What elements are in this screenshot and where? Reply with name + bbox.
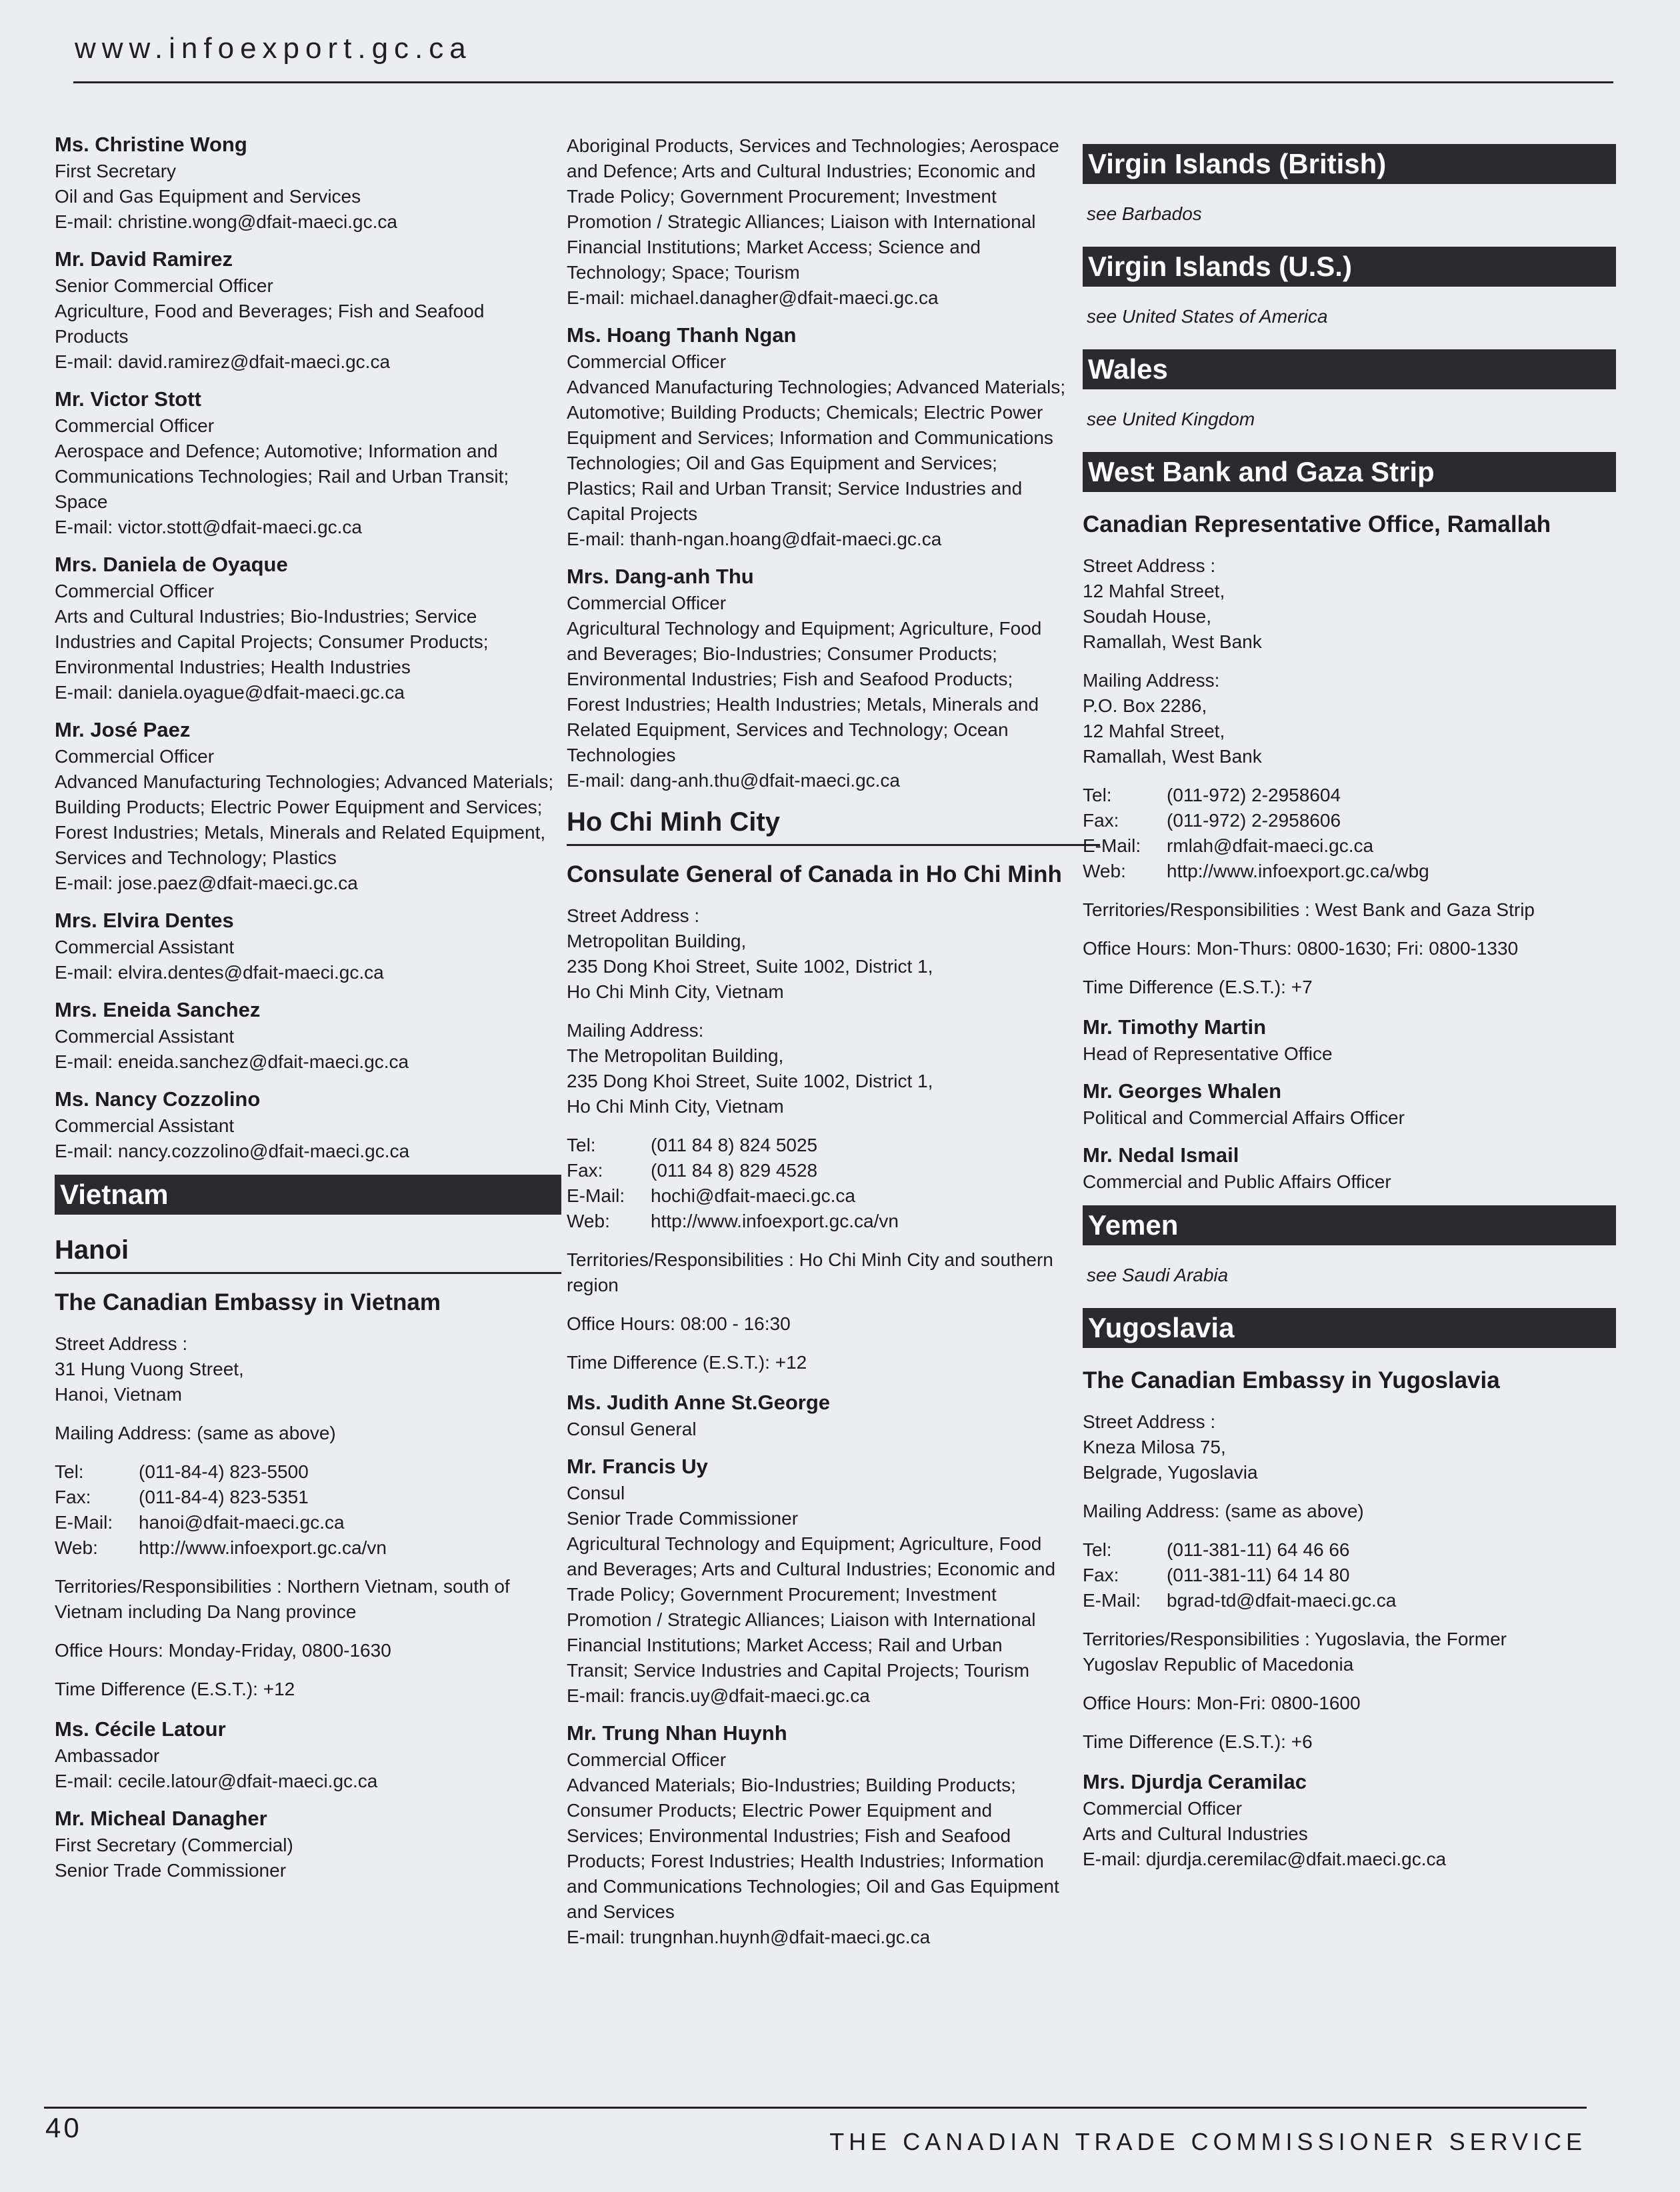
- country-heading-yemen: Yemen: [1083, 1205, 1616, 1245]
- office-hours: Office Hours: Monday-Friday, 0800-1630: [55, 1640, 391, 1661]
- person-name: Mr. Trung Nhan Huynh: [567, 1721, 787, 1745]
- contact-row: [1083, 1588, 1616, 1613]
- contact-value: (011-972) 2-2958604: [1167, 785, 1341, 805]
- person-name: Mr. José Paez: [55, 718, 191, 741]
- contact-label: Web:: [55, 1537, 98, 1558]
- footer-rule: [44, 2107, 1587, 2109]
- time-difference: Time Difference (E.S.T.): +7: [1083, 977, 1313, 997]
- person-detail: and Beverages; Bio-Industries; Consumer Products;: [567, 643, 997, 664]
- person-entry: [55, 245, 561, 375]
- contact-details: [1083, 783, 1616, 884]
- person-name: Ms. Cécile Latour: [55, 1717, 226, 1741]
- contact-label: Tel:: [567, 1135, 596, 1155]
- person-entry: [55, 385, 561, 540]
- person-name: Mr. Victor Stott: [55, 387, 201, 411]
- cross-reference: see Saudi Arabia: [1087, 1265, 1229, 1285]
- time-difference: Time Difference (E.S.T.): +12: [55, 1679, 295, 1699]
- person-detail: E-mail: david.ramirez@dfait-maeci.gc.ca: [55, 351, 391, 372]
- person-detail: Automotive; Building Products; Chemicals; Electric Power: [567, 402, 1043, 423]
- contact-details: [1083, 1537, 1616, 1613]
- person-name: Mrs. Dang-anh Thu: [567, 565, 754, 588]
- person-detail: Agriculture, Food and Beverages; Fish and Seafood: [55, 301, 485, 321]
- person-detail: Consul General: [567, 1419, 697, 1439]
- person-name: Mr. Nedal Ismail: [1083, 1143, 1239, 1167]
- person-detail: Arts and Cultural Industries: [1083, 1823, 1308, 1844]
- person-detail: E-mail: daniela.oyague@dfait-maeci.gc.ca: [55, 682, 405, 703]
- contact-row: [1083, 783, 1616, 808]
- person-detail: E-mail: trungnhan.huynh@dfait-maeci.gc.ca: [567, 1927, 931, 1947]
- contact-row: [55, 1535, 561, 1561]
- contact-row: [55, 1485, 561, 1510]
- column-3: [1083, 140, 1616, 1883]
- site-url: www.infoexport.gc.ca: [75, 32, 472, 65]
- city-heading-hanoi: Hanoi: [55, 1232, 561, 1274]
- person-detail: Political and Commercial Affairs Officer: [1083, 1107, 1405, 1128]
- contact-value: (011-381-11) 64 14 80: [1167, 1565, 1350, 1585]
- mailing-address: Mailing Address: The Metropolitan Building, 235 Dong Khoi Street, Suite 1002, District 1, Ho Chi Minh City, Vietnam: [567, 1020, 933, 1117]
- contact-value: hochi@dfait-maeci.gc.ca: [651, 1185, 856, 1206]
- person-detail: Technology; Space; Tourism: [567, 262, 800, 283]
- person-name: Mrs. Daniela de Oyaque: [55, 553, 288, 576]
- person-detail: Industries and Capital Projects; Consumer Products;: [55, 631, 489, 652]
- person-detail: and Beverages; Arts and Cultural Industries; Economic and: [567, 1559, 1056, 1579]
- contact-details: [55, 1459, 561, 1561]
- contact-label: Tel:: [55, 1461, 84, 1482]
- person-entry: [55, 551, 561, 705]
- person-detail: Promotion / Strategic Alliances; Liaison with International: [567, 211, 1036, 232]
- person-detail: Equipment and Services; Information and Communications: [567, 427, 1053, 448]
- contact-label: Fax:: [567, 1160, 603, 1181]
- person-detail: Commercial Assistant: [55, 937, 235, 957]
- person-detail: Commercial Officer: [55, 415, 215, 436]
- person-entry: [55, 716, 561, 896]
- person-detail: Services; Environmental Industries; Fish and Seafood: [567, 1825, 1011, 1846]
- contact-list: [55, 131, 561, 1164]
- person-entry: [1083, 1077, 1616, 1131]
- office-name: Consulate General of Canada in Ho Chi Minh: [567, 861, 1062, 887]
- contact-value: http://www.infoexport.gc.ca/vn: [139, 1537, 387, 1558]
- contact-row: [1083, 1563, 1616, 1588]
- contact-label: E-Mail:: [55, 1512, 113, 1533]
- person-detail: and Services: [567, 1901, 675, 1922]
- person-name: Ms. Judith Anne St.George: [567, 1391, 830, 1414]
- contact-value: http://www.infoexport.gc.ca/wbg: [1167, 861, 1429, 881]
- person-entry: [567, 1453, 1100, 1709]
- page-number: 40: [45, 2112, 82, 2143]
- person-detail: Commercial Officer: [55, 581, 215, 601]
- person-detail: Financial Institutions; Market Access; Rail and Urban: [567, 1635, 1003, 1655]
- office-name: The Canadian Embassy in Vietnam: [55, 1289, 441, 1315]
- person-detail: Ambassador: [55, 1745, 160, 1766]
- contact-row: [567, 1209, 1100, 1234]
- person-detail: Agricultural Technology and Equipment; Agriculture, Food: [567, 1533, 1042, 1554]
- contact-details: [567, 1133, 1100, 1234]
- contact-label: Fax:: [55, 1487, 91, 1507]
- person-detail: E-mail: dang-anh.thu@dfait-maeci.gc.ca: [567, 770, 900, 791]
- staff-list: [567, 1389, 1100, 1950]
- street-address: Street Address : Kneza Milosa 75, Belgrade, Yugoslavia: [1083, 1411, 1258, 1483]
- person-detail: Aboriginal Products, Services and Technologies; Aerospace: [567, 135, 1059, 156]
- contact-row: [567, 1133, 1100, 1158]
- person-detail: Commercial Officer: [567, 593, 727, 613]
- person-entry: [567, 321, 1100, 552]
- person-detail: Trade Policy; Government Procurement; Investment: [567, 1584, 997, 1605]
- person-detail: Senior Trade Commissioner: [55, 1860, 287, 1881]
- staff-list: [55, 1715, 561, 1883]
- country-heading-yugoslavia: Yugoslavia: [1083, 1308, 1616, 1348]
- person-name: Mrs. Elvira Dentes: [55, 909, 234, 932]
- contact-value: (011-972) 2-2958606: [1167, 810, 1341, 831]
- cross-reference: see Barbados: [1087, 203, 1202, 224]
- contact-label: E-Mail:: [1083, 1590, 1141, 1611]
- person-detail: Products; Forest Industries; Health Industries; Information: [567, 1851, 1044, 1871]
- contact-row: [1083, 859, 1616, 884]
- person-detail: Commercial Assistant: [55, 1115, 235, 1136]
- office-hours: Office Hours: Mon-Thurs: 0800-1630; Fri: 0800-1330: [1083, 938, 1519, 959]
- contact-value: (011 84 8) 824 5025: [651, 1135, 818, 1155]
- person-detail: E-mail: cecile.latour@dfait-maeci.gc.ca: [55, 1771, 378, 1791]
- contact-value: hanoi@dfait-maeci.gc.ca: [139, 1512, 345, 1533]
- contact-label: Fax:: [1083, 1565, 1119, 1585]
- person-detail: Arts and Cultural Industries; Bio-Industries; Service: [55, 606, 477, 627]
- person-detail: Communications Technologies; Rail and Urban Transit;: [55, 466, 509, 487]
- territories: Territories/Responsibilities : West Bank and Gaza Strip: [1083, 899, 1535, 920]
- contact-row: [55, 1510, 561, 1535]
- territories: Territories/Responsibilities : Northern Vietnam, south of Vietnam including Da Nang province: [55, 1576, 510, 1622]
- person-detail: E-mail: eneida.sanchez@dfait-maeci.gc.ca: [55, 1051, 409, 1072]
- person-name: Mr. Timothy Martin: [1083, 1015, 1267, 1039]
- person-entry: [1083, 1013, 1616, 1067]
- contact-label: Tel:: [1083, 1539, 1112, 1560]
- person-detail: E-mail: michael.danagher@dfait-maeci.gc.ca: [567, 287, 939, 308]
- contact-label: Fax:: [1083, 810, 1119, 831]
- mailing-address: Mailing Address: (same as above): [55, 1423, 336, 1443]
- column-1: [55, 131, 561, 1894]
- person-detail: E-mail: jose.paez@dfait-maeci.gc.ca: [55, 873, 358, 893]
- contact-value: (011-381-11) 64 46 66: [1167, 1539, 1350, 1560]
- person-entry: [55, 1805, 561, 1883]
- staff-list: [1083, 1013, 1616, 1195]
- person-name: Mr. Georges Whalen: [1083, 1079, 1282, 1103]
- contact-row: [1083, 1537, 1616, 1563]
- publication-title: THE CANADIAN TRADE COMMISSIONER SERVICE: [829, 2128, 1587, 2155]
- person-detail: Plastics; Rail and Urban Transit; Service Industries and: [567, 478, 1023, 499]
- person-name: Mr. David Ramirez: [55, 247, 233, 271]
- person-name: Mr. Micheal Danagher: [55, 1807, 267, 1830]
- person-detail: Agricultural Technology and Equipment; Agriculture, Food: [567, 618, 1042, 639]
- person-detail: Products: [55, 326, 129, 347]
- person-detail: Services and Technology; Plastics: [55, 847, 337, 868]
- contact-row: [567, 1183, 1100, 1209]
- person-detail: Capital Projects: [567, 503, 698, 524]
- street-address: Street Address : Metropolitan Building, 235 Dong Khoi Street, Suite 1002, District 1, Ho Chi Minh City, Vietnam: [567, 905, 933, 1002]
- person-detail: Forest Industries; Metals, Minerals and Related Equipment,: [55, 822, 546, 843]
- staff-list: [1083, 1768, 1616, 1872]
- country-heading-wales: Wales: [1083, 349, 1616, 389]
- person-detail: Aerospace and Defence; Automotive; Information and: [55, 441, 498, 461]
- office-name: The Canadian Embassy in Yugoslavia: [1083, 1367, 1500, 1393]
- person-detail: Commercial Assistant: [55, 1026, 235, 1047]
- contact-label: Tel:: [1083, 785, 1112, 805]
- contact-row: [1083, 833, 1616, 859]
- person-detail: and Defence; Arts and Cultural Industries; Economic and: [567, 161, 1036, 181]
- person-detail: Related Equipment, Services and Technology; Ocean: [567, 719, 1009, 740]
- person-entry: [567, 563, 1100, 793]
- contact-value: (011-84-4) 823-5351: [139, 1487, 309, 1507]
- person-entry: [1083, 1141, 1616, 1195]
- person-name: Ms. Nancy Cozzolino: [55, 1087, 261, 1111]
- contact-value: http://www.infoexport.gc.ca/vn: [651, 1211, 899, 1231]
- staff-list: [567, 321, 1100, 793]
- country-heading-virgin-islands-us: Virgin Islands (U.S.): [1083, 247, 1616, 287]
- person-detail: Forest Industries; Health Industries; Metals, Minerals and: [567, 694, 1039, 715]
- person-detail: Commercial Officer: [567, 1749, 727, 1770]
- person-detail: Environmental Industries; Fish and Seafood Products;: [567, 669, 1013, 689]
- person-entry: [55, 996, 561, 1075]
- country-heading-vietnam: Vietnam: [55, 1175, 561, 1215]
- column-2: [567, 133, 1100, 1961]
- mailing-address: Mailing Address: (same as above): [1083, 1501, 1364, 1521]
- person-entry: [567, 1389, 1100, 1442]
- person-detail: Senior Trade Commissioner: [567, 1508, 799, 1529]
- person-name: Mrs. Djurdja Ceramilac: [1083, 1770, 1307, 1793]
- person-detail: Building Products; Electric Power Equipment and Services;: [55, 797, 543, 817]
- person-detail: and Communications Technologies; Oil and Gas Equipment: [567, 1876, 1059, 1897]
- person-detail: Environmental Industries; Health Industries: [55, 657, 411, 677]
- contact-row: [567, 1158, 1100, 1183]
- person-detail: Technologies: [567, 745, 676, 765]
- contact-value: (011-84-4) 823-5500: [139, 1461, 309, 1482]
- person-detail: E-mail: thanh-ngan.hoang@dfait-maeci.gc.ca: [567, 529, 942, 549]
- territories: Territories/Responsibilities : Ho Chi Minh City and southern region: [567, 1249, 1053, 1295]
- person-detail: Transit; Service Industries and Capital Projects; Tourism: [567, 1660, 1030, 1681]
- person-detail: Space: [55, 491, 108, 512]
- person-entry: [55, 1085, 561, 1164]
- person-detail: E-mail: nancy.cozzolino@dfait-maeci.gc.ca: [55, 1141, 410, 1161]
- contact-label: Web:: [1083, 861, 1126, 881]
- time-difference: Time Difference (E.S.T.): +12: [567, 1352, 807, 1373]
- person-detail: Trade Policy; Government Procurement; Investment: [567, 186, 997, 207]
- contact-label: Web:: [567, 1211, 610, 1231]
- header-rule: [73, 81, 1613, 83]
- person-detail: Head of Representative Office: [1083, 1043, 1333, 1064]
- contact-label: E-Mail:: [1083, 835, 1141, 856]
- person-detail: Advanced Manufacturing Technologies; Advanced Materials;: [567, 377, 1066, 397]
- person-detail: Commercial Officer: [567, 351, 727, 372]
- person-detail: Advanced Manufacturing Technologies; Advanced Materials;: [55, 771, 554, 792]
- contact-row: [1083, 808, 1616, 833]
- person-detail: Commercial Officer: [55, 746, 215, 767]
- territories: Territories/Responsibilities : Yugoslavia, the Former Yugoslav Republic of Macedonia: [1083, 1629, 1507, 1675]
- contact-value: rmlah@dfait-maeci.gc.ca: [1167, 835, 1374, 856]
- cross-reference: see United States of America: [1087, 306, 1328, 327]
- person-detail: E-mail: francis.uy@dfait-maeci.gc.ca: [567, 1685, 870, 1706]
- person-detail: E-mail: djurdja.ceremilac@dfait.maeci.gc.ca: [1083, 1849, 1447, 1869]
- contact-row: [55, 1459, 561, 1485]
- person-detail: E-mail: christine.wong@dfait-maeci.gc.ca: [55, 211, 397, 232]
- person-detail: Commercial Officer: [1083, 1798, 1243, 1819]
- person-detail: Consul: [567, 1483, 625, 1503]
- person-detail: Oil and Gas Equipment and Services: [55, 186, 361, 207]
- cross-reference: see United Kingdom: [1087, 409, 1255, 429]
- office-hours: Office Hours: 08:00 - 16:30: [567, 1313, 791, 1334]
- person-detail: Senior Commercial Officer: [55, 275, 273, 296]
- person-name: Ms. Christine Wong: [55, 133, 247, 156]
- person-entry: [55, 1715, 561, 1794]
- office-hours: Office Hours: Mon-Fri: 0800-1600: [1083, 1693, 1361, 1713]
- contact-label: E-Mail:: [567, 1185, 625, 1206]
- mailing-address: Mailing Address: P.O. Box 2286, 12 Mahfal Street, Ramallah, West Bank: [1083, 670, 1262, 767]
- person-detail: Consumer Products; Electric Power Equipment and: [567, 1800, 993, 1821]
- continued-entry: [567, 133, 1100, 311]
- person-name: Ms. Hoang Thanh Ngan: [567, 323, 797, 347]
- person-detail: First Secretary (Commercial): [55, 1835, 293, 1855]
- office-name: Canadian Representative Office, Ramallah: [1083, 511, 1551, 537]
- person-detail: Commercial and Public Affairs Officer: [1083, 1171, 1391, 1192]
- person-entry: [55, 131, 561, 235]
- person-entry: [567, 1719, 1100, 1950]
- person-detail: Advanced Materials; Bio-Industries; Building Products;: [567, 1775, 1016, 1795]
- person-entry: [55, 907, 561, 985]
- person-name: Mr. Francis Uy: [567, 1455, 708, 1478]
- street-address: Street Address : 12 Mahfal Street, Soudah House, Ramallah, West Bank: [1083, 555, 1262, 652]
- street-address: Street Address : 31 Hung Vuong Street, Hanoi, Vietnam: [55, 1333, 244, 1405]
- person-entry: [1083, 1768, 1616, 1872]
- person-detail: Technologies; Oil and Gas Equipment and Services;: [567, 453, 997, 473]
- person-detail: Financial Institutions; Market Access; Science and: [567, 237, 981, 257]
- person-detail: First Secretary: [55, 161, 177, 181]
- contact-value: (011 84 8) 829 4528: [651, 1160, 818, 1181]
- person-detail: E-mail: elvira.dentes@dfait-maeci.gc.ca: [55, 962, 384, 983]
- person-detail: E-mail: victor.stott@dfait-maeci.gc.ca: [55, 517, 363, 537]
- contact-value: bgrad-td@dfait-maeci.gc.ca: [1167, 1590, 1397, 1611]
- country-heading-virgin-islands-british: Virgin Islands (British): [1083, 144, 1616, 184]
- country-heading-west-bank: West Bank and Gaza Strip: [1083, 452, 1616, 492]
- city-heading-hcmc: Ho Chi Minh City: [567, 804, 1100, 846]
- person-name: Mrs. Eneida Sanchez: [55, 998, 261, 1021]
- person-detail: Promotion / Strategic Alliances; Liaison with International: [567, 1609, 1036, 1630]
- time-difference: Time Difference (E.S.T.): +6: [1083, 1731, 1313, 1752]
